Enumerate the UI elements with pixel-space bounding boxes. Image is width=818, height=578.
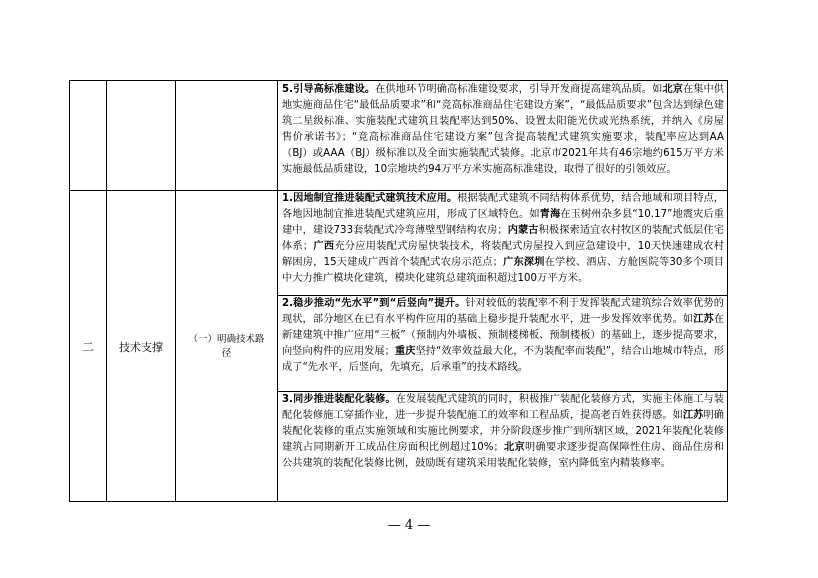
bold-text-segment: 青海 <box>539 209 561 221</box>
text-segment: 在玉树州杂多县“10.17”地震灾后重建中，建设733套装配式冷弯薄壁型钢结构农房； <box>282 209 724 237</box>
column-divider <box>277 81 278 501</box>
text-segment: 在供地环节明确高标准建设要求，引导开发商提高建筑品质。如 <box>375 84 663 95</box>
subcategory-cell <box>176 191 277 502</box>
text-segment: 明确装配化装修的重点实施领域和实施比例要求，并分阶段逐步推广到所辖区域，2021年装配化装修建筑占同期新开工成品住房面积比例超过10%； <box>282 410 724 454</box>
text-segment: 在发展装配式建筑的同时，积极推广装配化装修方式，实施主体施工与装配化装修施工穿插作业，进一步提升装配施工的效率和工程品质，提高老百姓获得感。如 <box>282 394 724 422</box>
text-segment: 在学校、酒店、方舱医院等30多个项目中大力推广模块化建筑，模块化建筑总建筑面积超过100万平方米。 <box>282 257 724 285</box>
text-segment: 针对较低的装配率不利于发挥装配式建筑综合效率优势的现状，部分地区在已有水平构件应用的基础上稳步提升装配水平，进一步发挥效率优势。如 <box>282 298 724 326</box>
subcategory-label: （一）明确技术路径 <box>188 333 265 359</box>
bold-text-segment: 3.同步推进装配化装修。 <box>282 394 396 405</box>
text-segment: 充分应用装配式房屋快装技术，将装配式房屋投入到应急建设中，10天快速建成农村解困房，15天建成广西首个装配式农房示范点； <box>282 241 724 269</box>
bold-text-segment: 北京 <box>662 84 683 95</box>
bold-text-segment: 广西 <box>313 241 335 253</box>
category-label: 技术支撑 <box>119 340 163 354</box>
page-number: — 4 — <box>387 518 431 533</box>
bold-text-segment: 2.稳步推动“先水平”到“后竖向”提升。 <box>282 298 466 309</box>
bold-text-segment: 5.引导高标准建设。 <box>282 84 376 95</box>
table-row-content <box>282 191 724 294</box>
text-segment: 积极探索适宜农村牧区的装配式低层住宅体系； <box>282 225 724 253</box>
bold-text-segment: 江苏 <box>682 410 704 422</box>
content-table <box>69 80 728 502</box>
bold-text-segment: 1.因地制宜推进装配式建筑技术应用。 <box>282 193 458 204</box>
text-segment: 在新建建筑中推广应用“三板”（预制内外墙板、预制楼梯板、预制楼板）的基础上，逐步提高要求，向竖向构件的应用发展； <box>282 314 724 358</box>
text-segment: 坚持“效率效益最大化，不为装配率而装配”，结合山地城市特点，形成了“先水平，后竖向，先填充，后承重”的技术路线。 <box>282 346 724 374</box>
table-row-content <box>282 296 724 390</box>
bold-text-segment: 内蒙古 <box>507 225 539 237</box>
text-segment: 明确要求逐步提高保障性住房、商品住房和公共建筑的装配化装修比例，鼓励既有建筑采用装配化装修，室内降低室内精装修率。 <box>282 442 724 470</box>
text-segment: 根据装配式建筑不同结构体系优势，结合地域和项目特点，各地因地制宜推进装配式建筑应用，形成了区域特色。如 <box>282 193 724 221</box>
section-number: 二 <box>81 340 94 354</box>
bold-text-segment: 重庆 <box>394 346 416 358</box>
bold-text-segment: 北京 <box>503 442 526 454</box>
text-segment: 在集中供地实施商品住宅“最低品质要求”和“竞高标准商品住宅建设方案”，“最低品质要求”包含达到绿色建筑二星级标准、实施装配式建筑且装配率达到50%、设置太阳能光伏或光热系统，并纳入《房屋售价承诺书》；“竞高标准商品住宅建设方案”包含提高装配式建筑实施要求，装配率应达到AA（BJ）或AAA（BJ）级标准以及全面实施装配式装修。北京市2021年共有46宗地约615万平方米实施最低品质建设，10宗地块约94万平方米实施高标准建设，取得了很好的引领效应。 <box>282 84 724 176</box>
bold-text-segment: 江苏 <box>693 314 714 326</box>
bold-text-segment: 广东深圳 <box>502 257 545 269</box>
table-row-content <box>282 82 724 189</box>
table-row-content <box>282 392 724 501</box>
